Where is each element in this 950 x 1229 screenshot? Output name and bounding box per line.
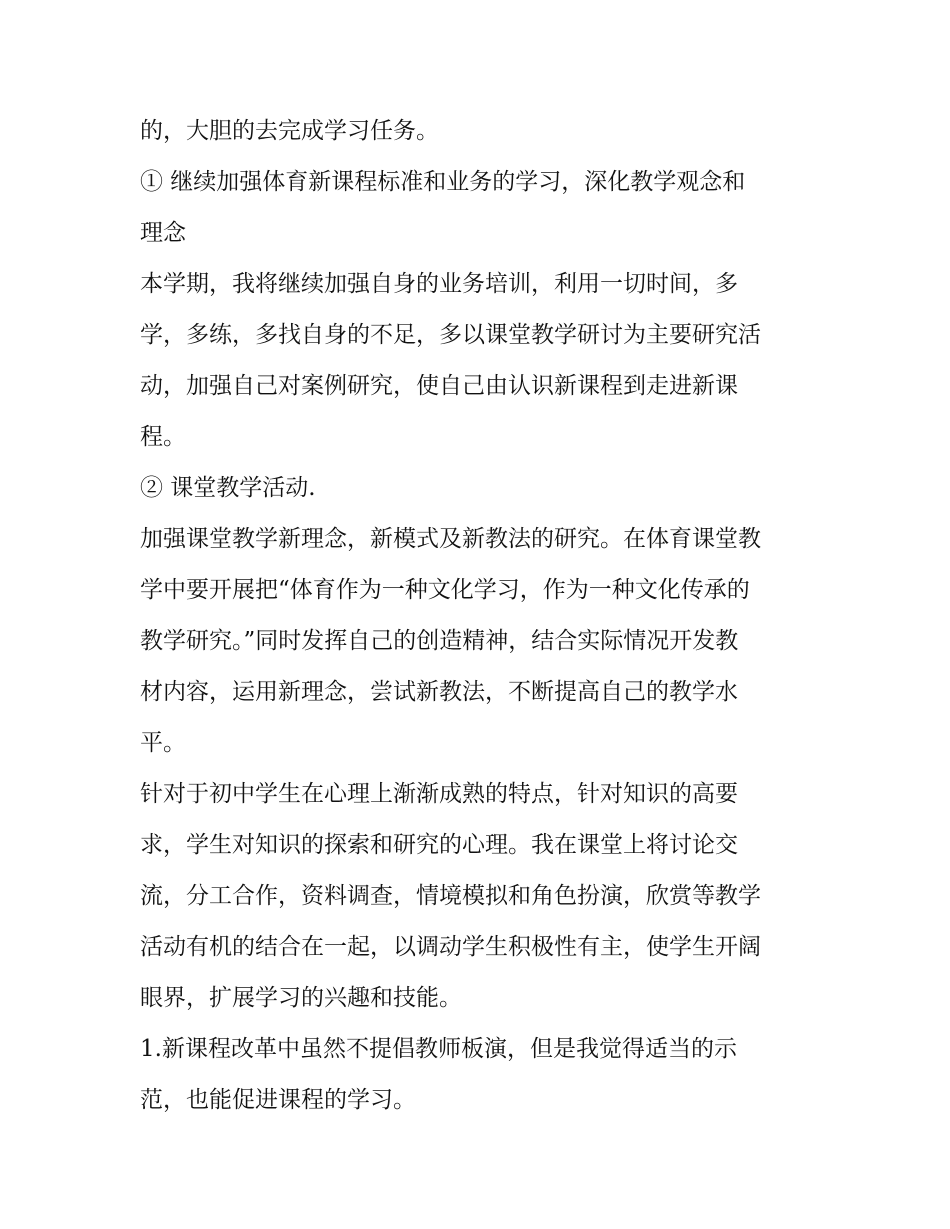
text-line: 流，分工合作，资料调查，情境模拟和角色扮演，欣赏等教学 (140, 883, 761, 909)
text-line: 理念 (140, 220, 186, 246)
text-line: 学中要开展把“体育作为一种文化学习，作为一种文化传承的 (140, 577, 750, 603)
document-body (140, 106, 820, 1126)
text-line: 程。 (140, 424, 186, 450)
paragraph-students (140, 769, 820, 1024)
text-line: 材内容，运用新理念，尝试新教法，不断提高自己的教学水 (140, 679, 738, 705)
paragraph-teaching (140, 514, 820, 769)
text-line: 求，学生对知识的探索和研究的心理。我在课堂上将讨论交 (140, 832, 738, 858)
text-line: ② 课堂教学活动. (140, 475, 316, 501)
paragraph-intro-end (140, 106, 820, 157)
text-line: 范，也能促进课程的学习。 (140, 1087, 416, 1113)
text-line: 动，加强自己对案例研究，使自己由认识新课程到走进新课 (140, 373, 738, 399)
text-line: 学，多练，多找自身的不足，多以课堂教学研讨为主要研究活 (140, 322, 761, 348)
paragraph-demonstration (140, 1024, 820, 1126)
heading-item-1 (140, 157, 820, 259)
text-line: 加强课堂教学新理念，新模式及新教法的研究。在体育课堂教 (140, 526, 761, 552)
text-line: 的，大胆的去完成学习任务。 (140, 118, 439, 144)
heading-item-2 (140, 463, 820, 514)
text-line: ① 继续加强体育新课程标准和业务的学习，深化教学观念和 (140, 169, 746, 195)
text-line: 本学期，我将继续加强自身的业务培训，利用一切时间，多 (140, 271, 738, 297)
text-line: 教学研究。”同时发挥自己的创造精神，结合实际情况开发教 (140, 628, 739, 654)
text-line: 针对于初中学生在心理上渐渐成熟的特点，针对知识的高要 (140, 781, 738, 807)
text-line: 活动有机的结合在一起，以调动学生积极性有主，使学生开阔 (140, 934, 761, 960)
text-line: 1.新课程改革中虽然不提倡教师板演，但是我觉得适当的示 (140, 1036, 737, 1062)
text-line: 眼界，扩展学习的兴趣和技能。 (140, 985, 462, 1011)
text-line: 平。 (140, 730, 186, 756)
paragraph-study (140, 259, 820, 463)
